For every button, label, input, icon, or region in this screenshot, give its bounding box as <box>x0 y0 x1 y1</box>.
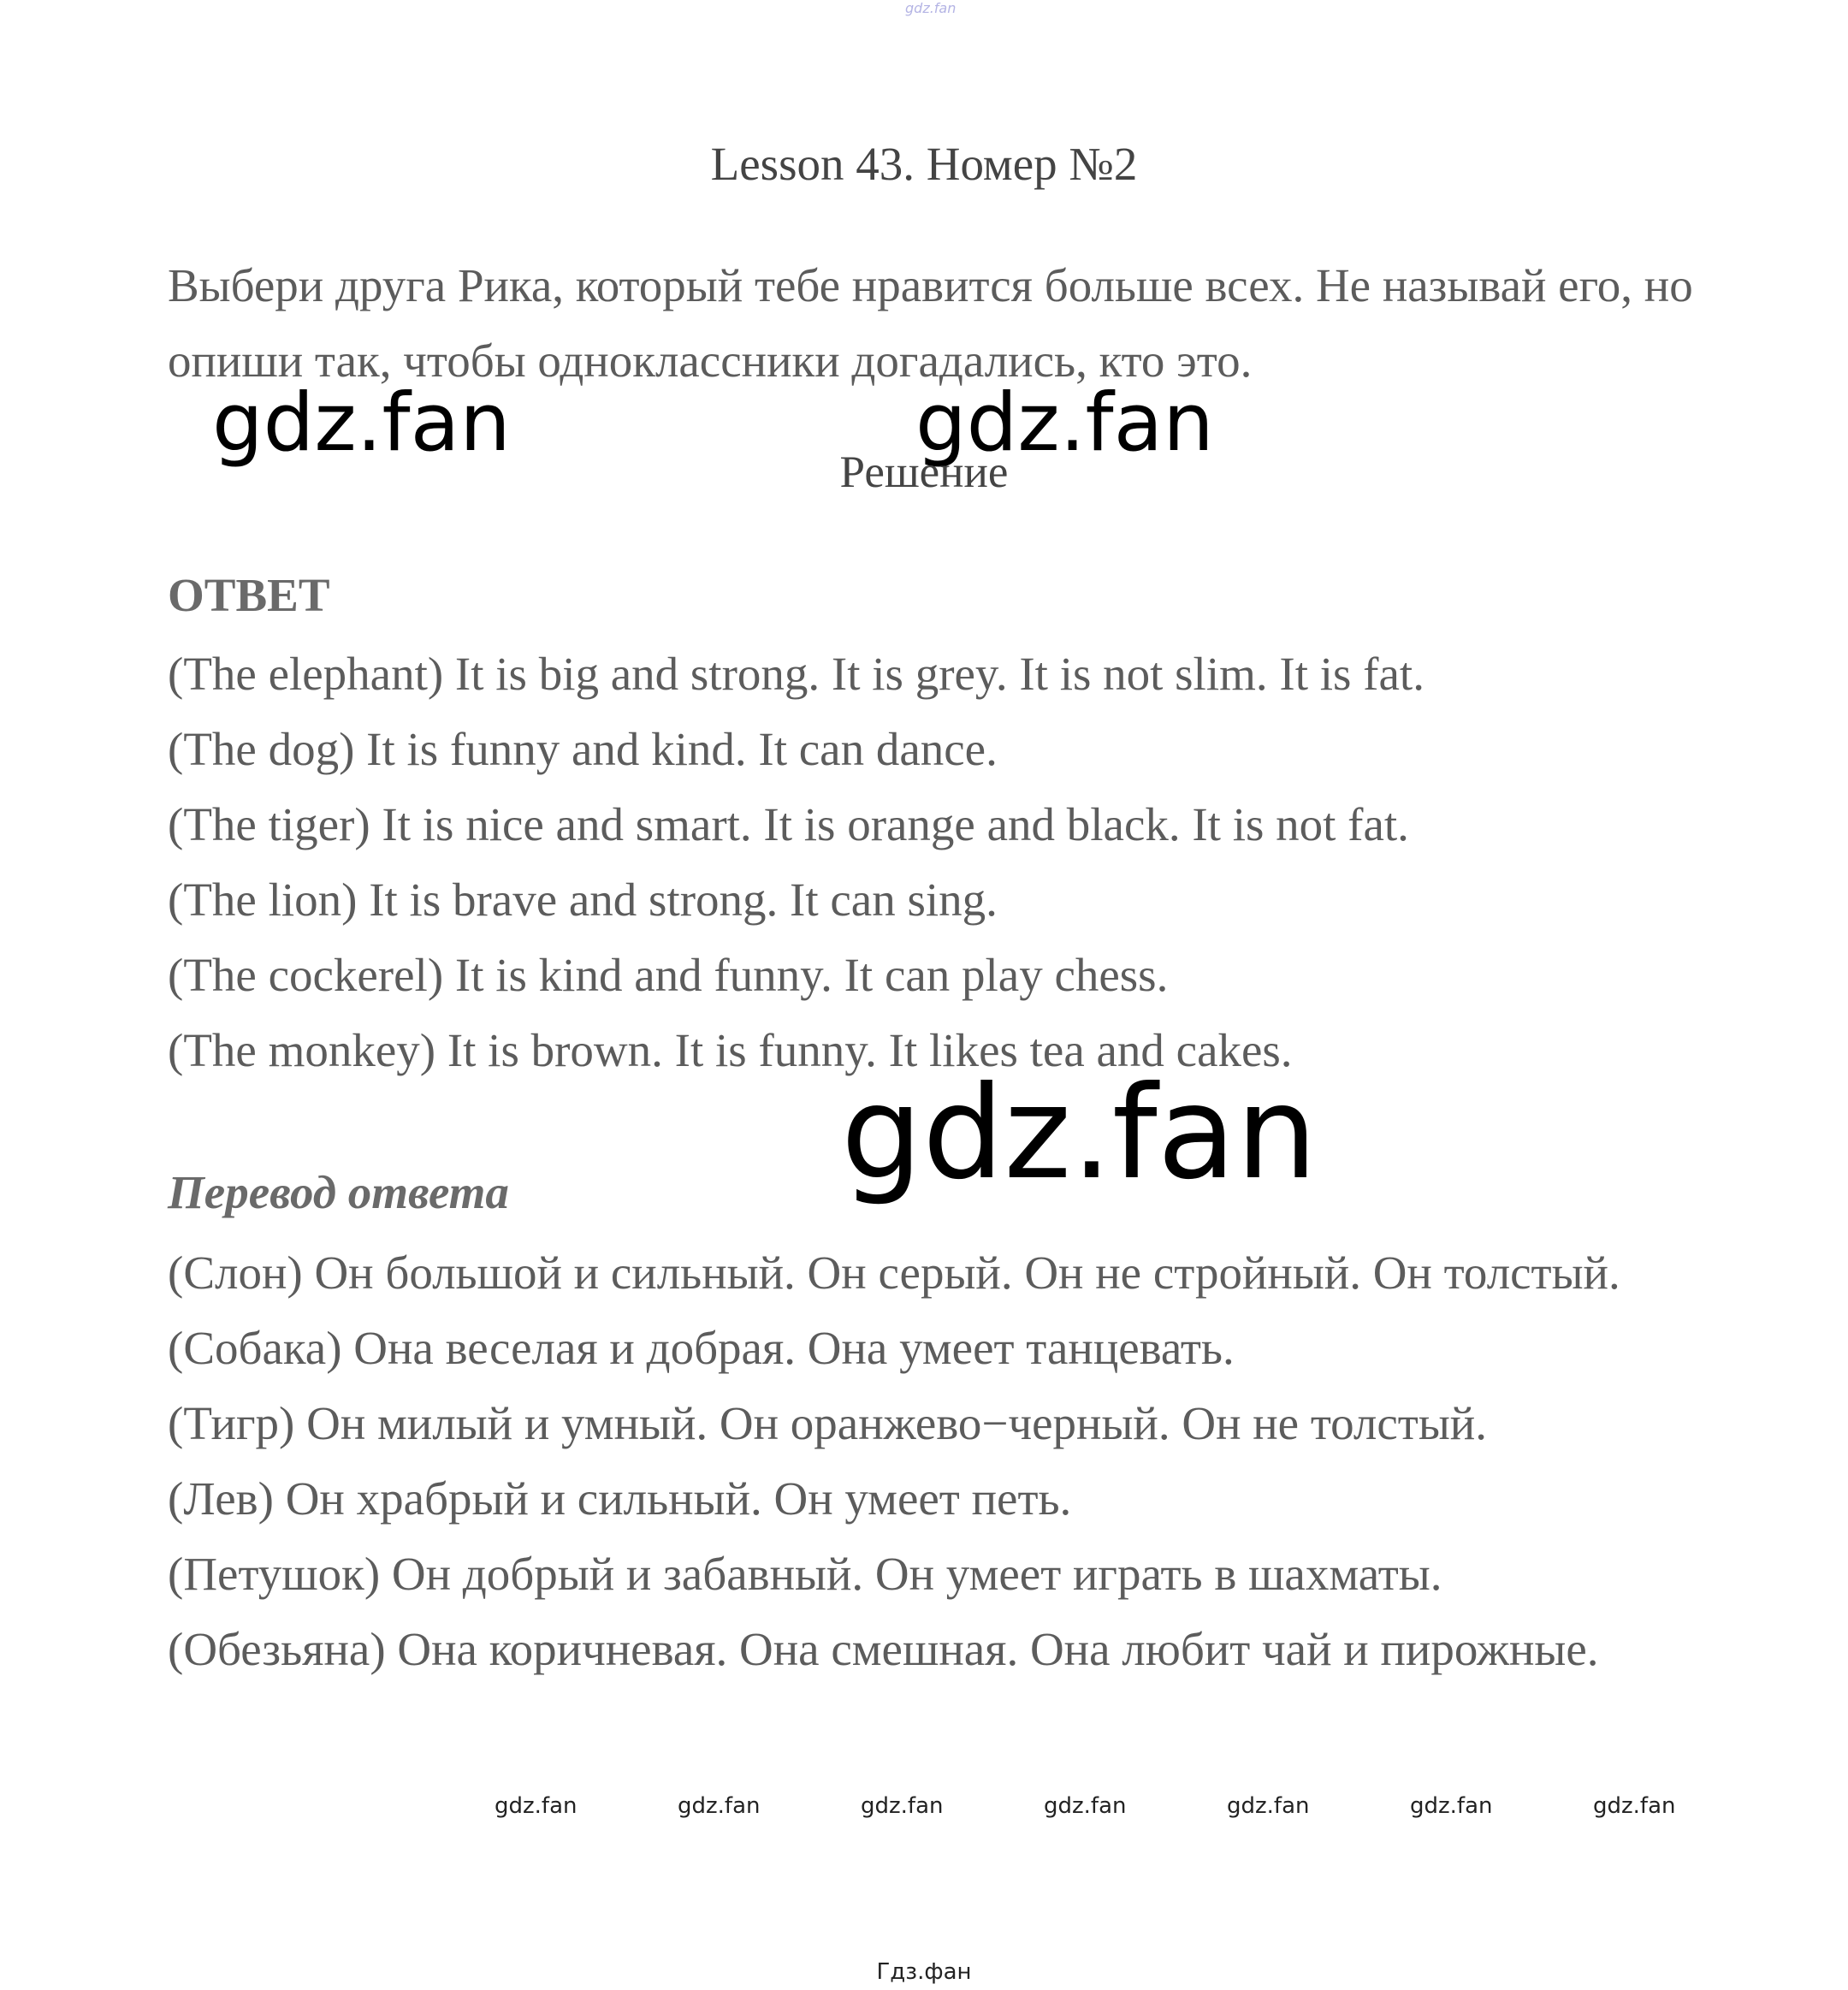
answer-heading: ОТВЕТ <box>168 569 330 621</box>
footer-text: Гдз.фан <box>876 1959 972 1985</box>
answer-line: (The tiger) It is nice and smart. It is orange and black. It is not fat. <box>168 798 1409 850</box>
translation-line: (Лев) Он храбрый и сильный. Он умеет петь. <box>168 1472 1072 1525</box>
answer-line: (The dog) It is funny and kind. It can dance. <box>168 723 998 775</box>
translation-line: (Собака) Она веселая и добрая. Она умеет танцевать. <box>168 1322 1235 1374</box>
answer-line: (The cockerel) It is kind and funny. It can play chess. <box>168 949 1169 1001</box>
solution-label: Решение <box>839 447 1009 497</box>
answer-line: (The monkey) It is brown. It is funny. It likes tea and cakes. <box>168 1024 1293 1076</box>
watermark-big-right: gdz.fan <box>915 376 1214 470</box>
watermark-small: gdz.fan <box>861 1793 944 1819</box>
watermark-row <box>0 1793 1848 1827</box>
translation-heading: Перевод ответа <box>168 1166 509 1218</box>
translation-line: (Обезьяна) Она коричневая. Она смешная. Она любит чай и пирожные. <box>168 1623 1599 1675</box>
watermark-big-left: gdz.fan <box>212 376 511 470</box>
translation-line: (Тигр) Он милый и умный. Он оранжево−черный. Он не толстый. <box>168 1397 1487 1449</box>
watermark-small: gdz.fan <box>1410 1793 1493 1819</box>
answer-line: (The elephant) It is big and strong. It is grey. It is not slim. It is fat. <box>168 648 1424 700</box>
page-title: Lesson 43. Номер №2 <box>710 138 1138 190</box>
task-text: Выбери друга Рика, который тебе нравится больше всех. Не называй его, но опиши так, чтобы одноклассники догадались, кто это. <box>168 259 1693 387</box>
watermark-small: gdz.fan <box>1227 1793 1310 1819</box>
watermark-small: gdz.fan <box>1044 1793 1127 1819</box>
top-watermark: gdz.fan <box>905 0 957 16</box>
watermark-small: gdz.fan <box>495 1793 578 1819</box>
watermark-small: gdz.fan <box>1593 1793 1676 1819</box>
translation-line: (Слон) Он большой и сильный. Он серый. Он не стройный. Он толстый. <box>168 1247 1620 1299</box>
translation-list <box>168 1235 1639 1687</box>
watermark-huge: gdz.fan <box>841 1059 1318 1208</box>
answer-list <box>168 637 1424 1088</box>
answer-line: (The lion) It is brave and strong. It can sing. <box>168 874 998 926</box>
watermark-small: gdz.fan <box>678 1793 761 1819</box>
translation-line: (Петушок) Он добрый и забавный. Он умеет играть в шахматы. <box>168 1548 1442 1600</box>
